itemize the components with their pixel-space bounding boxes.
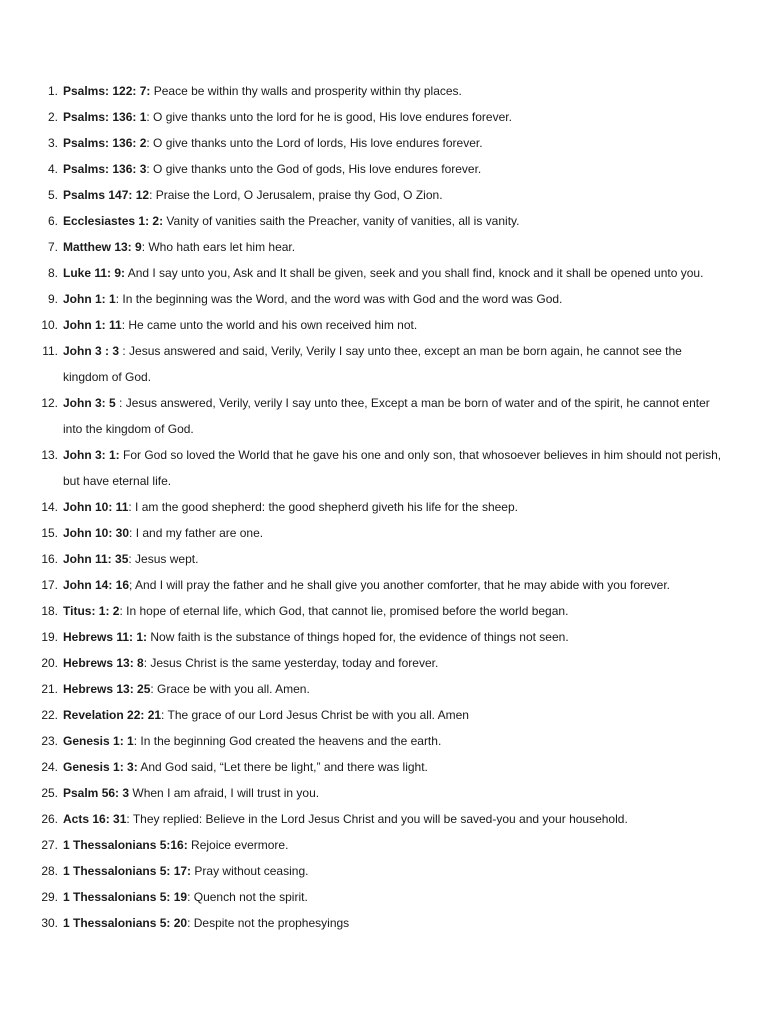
verse-reference: Revelation 22: 21 xyxy=(63,708,162,722)
item-number: 2. xyxy=(47,110,58,124)
item-number: 25. xyxy=(41,786,58,800)
list-item xyxy=(0,156,768,182)
item-number: 9. xyxy=(47,292,58,306)
item-number: 16. xyxy=(41,552,58,566)
verse-text: Now faith is the substance of things hoped for, the evidence of things not seen. xyxy=(147,630,569,644)
list-item xyxy=(0,884,768,910)
verse-reference: Hebrews 11: 1: xyxy=(63,630,148,644)
verse-text: And God said, “Let there be light,” and there was light. xyxy=(137,760,428,774)
verse-text-block xyxy=(63,910,723,936)
verse-text-block xyxy=(63,104,723,130)
verse-reference: Titus: 1: 2 xyxy=(63,604,120,618)
verse-reference: 1 Thessalonians 5: 17: xyxy=(63,864,192,878)
verse-reference: John 3: 1: xyxy=(63,448,120,462)
verse-text-block xyxy=(63,390,723,442)
verse-reference: Hebrews 13: 25 xyxy=(63,682,151,696)
list-item xyxy=(0,104,768,130)
verse-text: : I am the good shepherd: the good shepherd giveth his life for the sheep. xyxy=(128,500,518,514)
item-number: 21. xyxy=(41,682,58,696)
verse-text: And I say unto you, Ask and It shall be given, seek and you shall find, knock and it shall be opened unto you. xyxy=(125,266,704,280)
verse-text-block xyxy=(63,130,723,156)
verse-reference: 1 Thessalonians 5:16: xyxy=(63,838,188,852)
verse-reference: John 10: 30 xyxy=(63,526,130,540)
verse-reference: John 10: 11 xyxy=(63,500,129,514)
item-number: 28. xyxy=(41,864,58,878)
verse-text-block xyxy=(63,676,723,702)
verse-text: When I am afraid, I will trust in you. xyxy=(129,786,320,800)
list-item xyxy=(0,910,768,936)
list-item xyxy=(0,780,768,806)
verse-text: ; And I will pray the father and he shall give you another comforter, that he may abide with you forever. xyxy=(129,578,671,592)
verse-text-block xyxy=(63,572,723,598)
list-item xyxy=(0,676,768,702)
item-number: 5. xyxy=(47,188,58,202)
verse-text-block xyxy=(63,598,723,624)
list-item xyxy=(0,442,768,494)
verse-reference: 1 Thessalonians 5: 20 xyxy=(63,916,188,930)
list-item xyxy=(0,234,768,260)
item-number: 18. xyxy=(41,604,58,618)
verse-text: Vanity of vanities saith the Preacher, vanity of vanities, all is vanity. xyxy=(163,214,520,228)
verse-text: : O give thanks unto the lord for he is good, His love endures forever. xyxy=(146,110,512,124)
verse-text-block xyxy=(63,156,723,182)
list-item xyxy=(0,546,768,572)
verse-text-block xyxy=(63,312,723,338)
verse-text: : Jesus wept. xyxy=(128,552,199,566)
verse-reference: Psalms 147: 12 xyxy=(63,188,150,202)
verse-text-block xyxy=(63,884,723,910)
list-item xyxy=(0,624,768,650)
list-item xyxy=(0,728,768,754)
item-number: 12. xyxy=(41,396,58,410)
verse-reference: John 3 : 3 xyxy=(63,344,120,358)
item-number: 8. xyxy=(47,266,58,280)
list-item xyxy=(0,650,768,676)
verse-text-block xyxy=(63,338,723,390)
verse-text: : He came unto the world and his own received him not. xyxy=(121,318,418,332)
item-number: 19. xyxy=(41,630,58,644)
verse-reference: Genesis 1: 3: xyxy=(63,760,138,774)
item-number: 17. xyxy=(41,578,58,592)
item-number: 11. xyxy=(42,344,58,358)
item-number: 13. xyxy=(41,448,58,462)
verse-text-block xyxy=(63,78,723,104)
verse-text-block xyxy=(63,208,723,234)
verse-reference: Psalms: 136: 3 xyxy=(63,162,147,176)
item-number: 6. xyxy=(47,214,58,228)
verse-text: : In the beginning was the Word, and the word was with God and the word was God. xyxy=(115,292,563,306)
verse-reference: Matthew 13: 9 xyxy=(63,240,142,254)
verse-text: For God so loved the World that he gave his one and only son, that whosoever believes in him should not perish, but have eternal life. xyxy=(63,448,722,488)
verse-text: : Jesus answered and said, Verily, Verily I say unto thee, except an man be born again, he cannot see the kingdom of God. xyxy=(63,344,682,384)
verse-text: Peace be within thy walls and prosperity within thy places. xyxy=(150,84,462,98)
item-number: 29. xyxy=(41,890,58,904)
item-number: 7. xyxy=(47,240,58,254)
list-item xyxy=(0,78,768,104)
item-number: 1. xyxy=(47,84,58,98)
verse-reference: Genesis 1: 1 xyxy=(63,734,134,748)
verse-text: : The grace of our Lord Jesus Christ be with you all. Amen xyxy=(161,708,469,722)
verse-reference: Hebrews 13: 8 xyxy=(63,656,144,670)
verse-text-block xyxy=(63,546,723,572)
list-item xyxy=(0,806,768,832)
list-item xyxy=(0,390,768,442)
verse-reference: John 11: 35 xyxy=(63,552,129,566)
verse-text-block xyxy=(63,624,723,650)
verse-text-block xyxy=(63,806,723,832)
list-item xyxy=(0,598,768,624)
verse-text: : Quench not the spirit. xyxy=(187,890,308,904)
verse-text-block xyxy=(63,442,723,494)
verse-text-block xyxy=(63,260,723,286)
item-number: 30. xyxy=(41,916,58,930)
list-item xyxy=(0,754,768,780)
verse-text-block xyxy=(63,832,723,858)
list-item xyxy=(0,130,768,156)
item-number: 24. xyxy=(41,760,58,774)
list-item xyxy=(0,260,768,286)
verse-text-block xyxy=(63,728,723,754)
verse-reference: John 3: 5 xyxy=(63,396,116,410)
verse-reference: Psalms: 136: 2 xyxy=(63,136,147,150)
item-number: 23. xyxy=(41,734,58,748)
verse-text: : Who hath ears let him hear. xyxy=(141,240,296,254)
verse-text: : Despite not the prophesyings xyxy=(187,916,350,930)
item-number: 4. xyxy=(47,162,58,176)
verse-text: : Praise the Lord, O Jerusalem, praise thy God, O Zion. xyxy=(149,188,443,202)
list-item xyxy=(0,312,768,338)
verse-text: : I and my father are one. xyxy=(129,526,264,540)
verse-reference: John 1: 11 xyxy=(63,318,122,332)
verse-text-block xyxy=(63,494,723,520)
list-item xyxy=(0,832,768,858)
verse-text: Rejoice evermore. xyxy=(187,838,289,852)
verse-reference: John 14: 16 xyxy=(63,578,130,592)
verse-text-block xyxy=(63,858,723,884)
list-item xyxy=(0,208,768,234)
verse-text-block xyxy=(63,780,723,806)
item-number: 20. xyxy=(41,656,58,670)
verse-reference: Psalms: 136: 1 xyxy=(63,110,147,124)
verse-reference: Psalm 56: 3 xyxy=(63,786,130,800)
verse-reference: John 1: 1 xyxy=(63,292,116,306)
verse-reference: Luke 11: 9: xyxy=(63,266,126,280)
list-item xyxy=(0,494,768,520)
item-number: 27. xyxy=(41,838,58,852)
item-number: 14. xyxy=(41,500,58,514)
verse-text: : Jesus answered, Verily, verily I say unto thee, Except a man be born of water and of the spirit, he cannot enter into the kingdom of God. xyxy=(63,396,710,436)
verse-text: : Jesus Christ is the same yesterday, today and forever. xyxy=(143,656,439,670)
verse-text-block xyxy=(63,234,723,260)
verse-reference: 1 Thessalonians 5: 19 xyxy=(63,890,188,904)
verse-text-block xyxy=(63,754,723,780)
list-item xyxy=(0,338,768,390)
item-number: 22. xyxy=(41,708,58,722)
verse-text-block xyxy=(63,702,723,728)
list-item xyxy=(0,702,768,728)
item-number: 10. xyxy=(41,318,58,332)
list-item xyxy=(0,182,768,208)
verse-text: : They replied: Believe in the Lord Jesus Christ and you will be saved-you and your household. xyxy=(126,812,628,826)
verse-text: : In the beginning God created the heavens and the earth. xyxy=(133,734,442,748)
verse-text: : In hope of eternal life, which God, that cannot lie, promised before the world began. xyxy=(119,604,569,618)
item-number: 26. xyxy=(41,812,58,826)
verse-text: : O give thanks unto the God of gods, His love endures forever. xyxy=(146,162,482,176)
verse-text-block xyxy=(63,650,723,676)
verse-reference: Ecclesiastes 1: 2: xyxy=(63,214,164,228)
list-item xyxy=(0,520,768,546)
item-number: 15. xyxy=(41,526,58,540)
verse-text-block xyxy=(63,182,723,208)
item-number: 3. xyxy=(47,136,58,150)
verse-text: : Grace be with you all. Amen. xyxy=(150,682,310,696)
verse-text: : O give thanks unto the Lord of lords, His love endures forever. xyxy=(146,136,483,150)
verse-text-block xyxy=(63,286,723,312)
verse-text-block xyxy=(63,520,723,546)
verse-text: Pray without ceasing. xyxy=(191,864,309,878)
verse-list xyxy=(0,78,768,936)
list-item xyxy=(0,286,768,312)
verse-reference: Acts 16: 31 xyxy=(63,812,127,826)
list-item xyxy=(0,858,768,884)
verse-reference: Psalms: 122: 7: xyxy=(63,84,151,98)
list-item xyxy=(0,572,768,598)
